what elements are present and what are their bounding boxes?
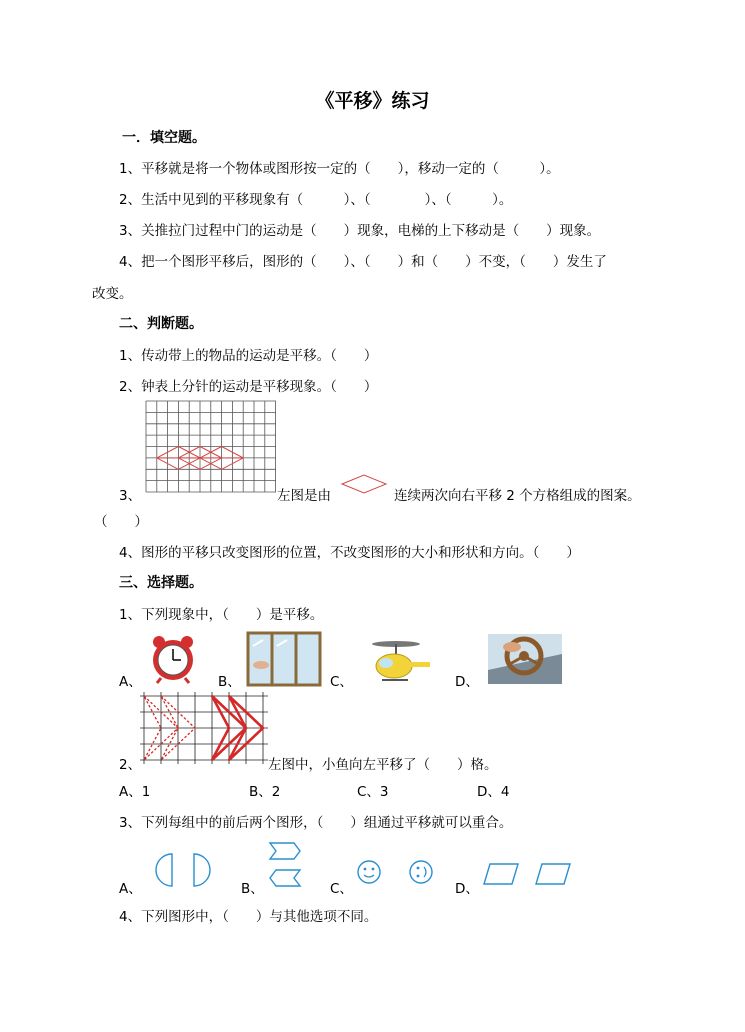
s3-q3-option-d: D、 bbox=[455, 881, 479, 897]
page-title: 《平移》练习 bbox=[315, 90, 430, 112]
section3-heading: 三、选择题。 bbox=[119, 575, 203, 591]
arrow-flags-shape-icon bbox=[268, 840, 302, 890]
s3-q1-option-b: B、 bbox=[218, 674, 241, 690]
s2-question-2: 2、钟表上分针的运动是平移现象。（ ） bbox=[119, 379, 378, 395]
steering-wheel-icon bbox=[488, 634, 562, 684]
s1-question-3: 3、关推拉门过程中门的运动是（ ）现象，电梯的上下移动是（ ）现象。 bbox=[119, 223, 601, 239]
section2-heading: 二、判断题。 bbox=[119, 316, 203, 332]
s3-q2-option-b: B、2 bbox=[249, 784, 281, 800]
s2-question-3-number: 3、 bbox=[119, 488, 142, 504]
translation-grid-figure bbox=[146, 401, 276, 492]
s3-q2-option-d: D、4 bbox=[477, 784, 510, 800]
parallelograms-shape-icon bbox=[482, 862, 574, 886]
helicopter-icon bbox=[364, 636, 434, 684]
s3-q3-option-b: B、 bbox=[241, 881, 264, 897]
s1-question-4-cont: 改变。 bbox=[92, 286, 133, 302]
rhombus-shape-icon bbox=[341, 474, 387, 494]
s2-question-4: 4、图形的平移只改变图形的位置，不改变图形的大小和形状和方向。（ ） bbox=[119, 545, 580, 561]
smiley-faces-shape-icon bbox=[356, 858, 436, 888]
s3-question-3: 3、下列每组中的前后两个图形，（ ）组通过平移就可以重合。 bbox=[119, 815, 513, 831]
s1-question-2: 2、生活中见到的平移现象有（ ）、（ ）、（ ）。 bbox=[119, 192, 513, 208]
s3-question-2-number: 2、 bbox=[119, 757, 142, 773]
s3-q3-option-c: C、 bbox=[330, 881, 353, 897]
s2-question-3-text-a: 左图是由 bbox=[277, 488, 331, 504]
s2-question-1: 1、传动带上的物品的运动是平移。（ ） bbox=[119, 348, 378, 364]
s3-q1-option-a: A、 bbox=[119, 674, 142, 690]
s2-question-3-paren: （ ） bbox=[94, 514, 148, 530]
s3-q1-option-d: D、 bbox=[455, 674, 479, 690]
s1-question-1: 1、平移就是将一个物体或图形按一定的（ ），移动一定的（ ）。 bbox=[119, 161, 560, 177]
alarm-clock-icon bbox=[148, 634, 198, 684]
s3-question-2-text: 左图中，小鱼向左平移了（ ）格。 bbox=[268, 757, 498, 773]
s3-q3-option-a: A、 bbox=[119, 881, 142, 897]
s3-q1-option-c: C、 bbox=[330, 674, 353, 690]
section1-heading: 一．填空题。 bbox=[122, 130, 206, 146]
s2-question-3-text-b: 连续两次向右平移 2 个方格组成的图案。 bbox=[394, 488, 641, 504]
s1-question-4: 4、把一个图形平移后，图形的（ ）、（ ）和（ ）不变，（ ）发生了 bbox=[119, 254, 607, 270]
s3-question-1: 1、下列现象中，（ ）是平移。 bbox=[119, 607, 324, 623]
s3-q2-option-a: A、1 bbox=[119, 784, 151, 800]
s3-question-4: 4、下列图形中，（ ）与其他选项不同。 bbox=[119, 909, 378, 925]
s3-q2-option-c: C、3 bbox=[357, 784, 389, 800]
fish-grid-figure bbox=[140, 692, 268, 764]
half-circles-shape-icon bbox=[154, 852, 214, 888]
sliding-window-icon bbox=[247, 632, 321, 686]
